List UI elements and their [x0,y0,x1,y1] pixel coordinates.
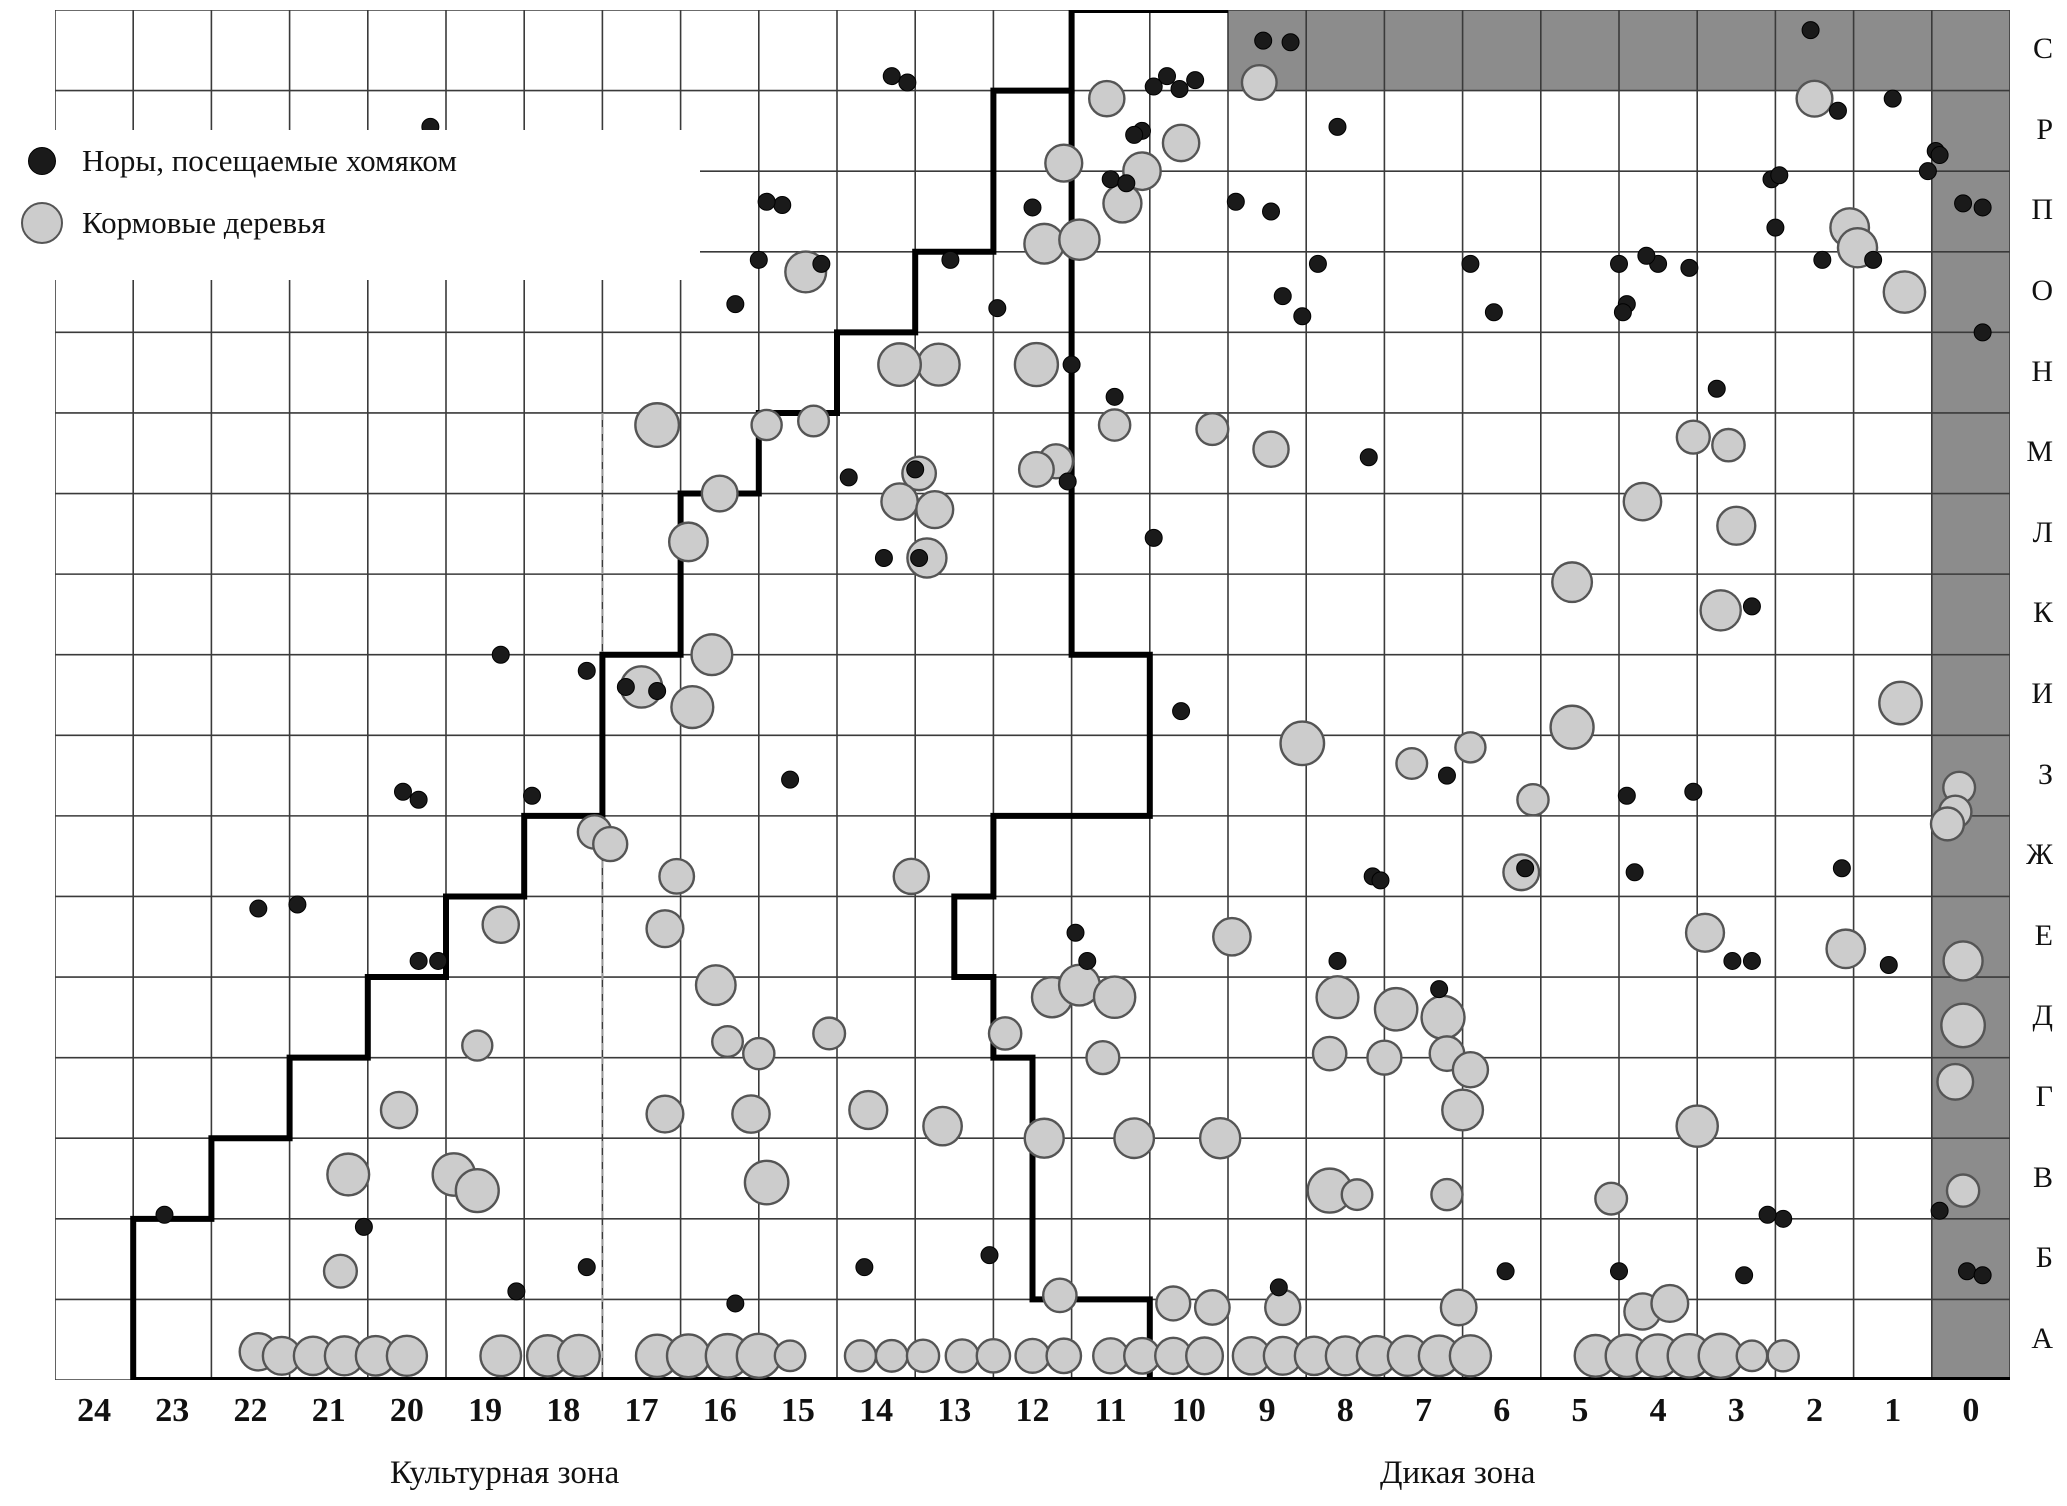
column-label-19: 19 [468,1392,503,1429]
column-label-16: 16 [702,1392,737,1429]
column-label-24: 24 [77,1392,112,1429]
column-label-17: 17 [624,1392,659,1429]
row-label-Н: Н [2031,354,2053,388]
row-label-Д: Д [2032,999,2053,1033]
column-label-15: 15 [780,1392,815,1429]
column-label-4: 4 [1649,1392,1667,1429]
row-label-П: П [2031,193,2053,227]
column-label-20: 20 [389,1392,424,1429]
column-label-3: 3 [1727,1392,1745,1429]
row-label-Г: Г [2035,1079,2053,1113]
row-label-Б: Б [2035,1241,2053,1275]
column-label-5: 5 [1571,1392,1589,1429]
legend-label-burrows: Норы, посещаемые хомяком [82,143,457,178]
column-axis-labels [55,1392,2010,1438]
column-label-9: 9 [1258,1392,1276,1429]
row-label-Е: Е [2034,918,2053,952]
row-label-К: К [2032,596,2053,630]
column-label-14: 14 [859,1392,894,1429]
row-label-Л: Л [2032,515,2053,549]
row-label-О: О [2031,274,2053,308]
column-label-13: 13 [937,1392,972,1429]
column-label-2: 2 [1806,1392,1823,1429]
row-label-А: А [2031,1321,2053,1355]
row-label-М: М [2026,435,2053,469]
column-label-7: 7 [1415,1392,1432,1429]
column-label-21: 21 [311,1392,346,1429]
column-label-10: 10 [1171,1392,1206,1429]
row-label-З: З [2037,757,2053,791]
legend [0,130,700,280]
row-label-С: С [2032,32,2053,66]
column-label-1: 1 [1884,1392,1902,1429]
legend-item-burrows [0,130,700,192]
column-label-22: 22 [233,1392,268,1429]
row-label-Ж: Ж [2026,838,2053,872]
column-label-18: 18 [546,1392,581,1429]
cultural-zone-caption: Культурная зона [390,1455,620,1491]
row-label-И: И [2031,677,2053,710]
legend-item-trees [0,192,700,254]
burrow-dot-icon [20,147,64,175]
row-label-Р: Р [2036,112,2053,146]
legend-label-trees: Кормовые деревья [82,205,326,240]
tree-circle-icon [20,202,64,244]
wild-zone-caption: Дикая зона [1380,1455,1536,1491]
column-label-8: 8 [1336,1392,1354,1429]
column-label-12: 12 [1015,1392,1050,1429]
row-label-В: В [2032,1160,2053,1194]
column-label-23: 23 [155,1392,190,1429]
column-label-6: 6 [1493,1392,1511,1429]
row-axis-labels [2012,10,2067,1380]
column-label-0: 0 [1962,1392,1980,1429]
column-label-11: 11 [1094,1392,1127,1429]
